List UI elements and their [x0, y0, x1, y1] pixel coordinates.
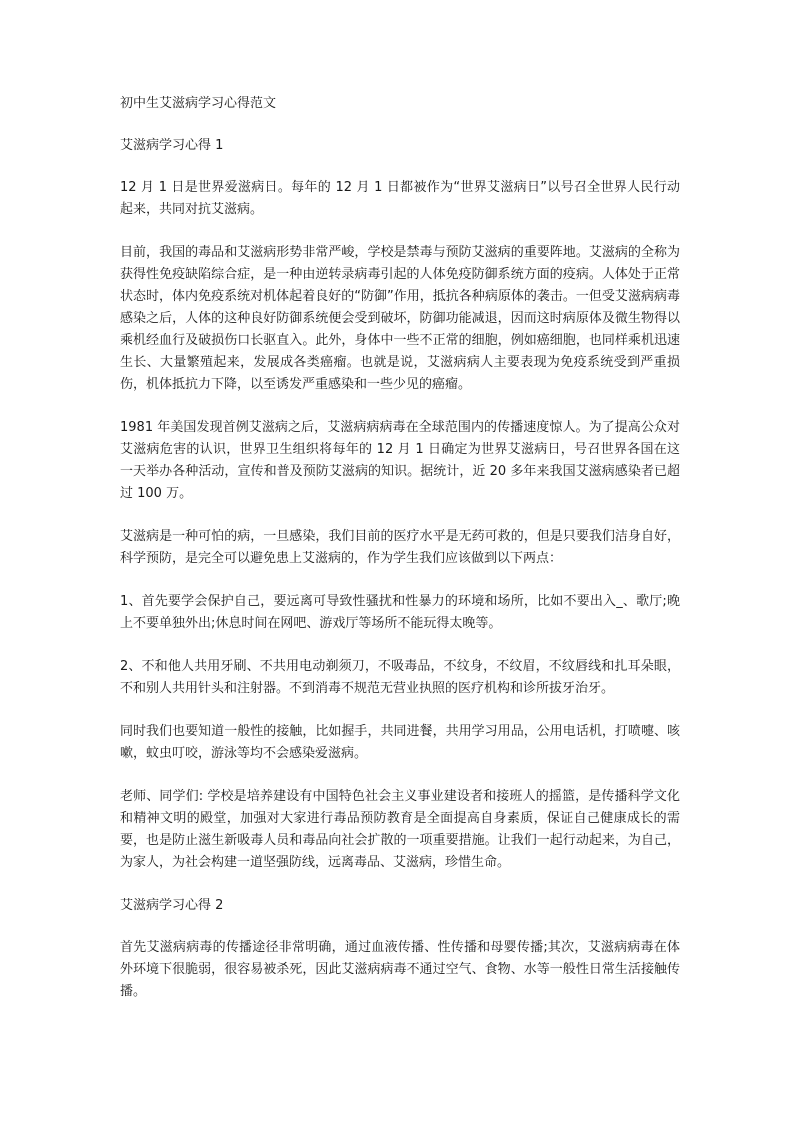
paragraph: 同时我们也要知道一般性的接触，比如握手，共同进餐，共用学习用品，公用电话机，打喷嚏、咳嗽，蚊虫叮咬，游泳等均不会感染爱滋病。: [120, 724, 680, 761]
document-body: [120, 93, 680, 1024]
paragraph: 目前，我国的毒品和艾滋病形势非常严峻，学校是禁毒与预防艾滋病的重要阵地。艾滋病的全称为获得性免疫缺陷综合症，是一种由逆转录病毒引起的人体免疫防御系统方面的疫病。人体处于正常状态时，体内免疫系统对机体起着良好的“防御”作用，抵抗各种病原体的袭击。一但受艾滋病病毒感染之后，人体的这种良好防御系统便会受到破坏，防御功能减退，因而这时病原体及微生物得以乘机经血行及破损伤口长驱直入。此外，身体中一些不正常的细胞，例如癌细胞，也同样乘机迅速生长、大量繁殖起来，发展成各类癌瘤。也就是说，艾滋病病人主要表现为免疫系统受到严重损伤，机体抵抗力下降，以至诱发严重感染和一些少见的癌瘤。: [120, 245, 680, 392]
paragraph: 12 月 1 日是世界爱滋病日。每年的 12 月 1 日都被作为“世界艾滋病日”以号召全世界人民行动起来，共同对抗艾滋病。: [120, 180, 680, 217]
document-title: 初中生艾滋病学习心得范文: [120, 96, 277, 111]
section-heading-1: 艾滋病学习心得 1: [120, 138, 224, 153]
paragraph: 1、首先要学会保护自己，要远离可导致性骚扰和性暴力的环境和场所，比如不要出入_、歌厅;晚上不要单独外出;休息时间在网吧、游戏厅等场所不能玩得太晚等。: [120, 594, 680, 631]
paragraph: 首先艾滋病病毒的传播途径非常明确，通过血液传播、性传播和母婴传播;其次，艾滋病病毒在体外环境下很脆弱，很容易被杀死，因此艾滋病病毒不通过空气、食物、水等一般性日常生活接触传播。: [120, 940, 680, 999]
paragraph: 1981 年美国发现首例艾滋病之后，艾滋病病病毒在全球范围内的传播速度惊人。为了提高公众对艾滋病危害的认识，世界卫生组织将每年的 12 月 1 日确定为世界艾滋病日，号召世界各国在这一天举办各种活动，宣传和普及预防艾滋病的知识。据统计，近 20 多年来我国艾滋病感染者已超过 100 万。: [120, 420, 680, 501]
paragraph: 艾滋病是一种可怕的病，一旦感染，我们目前的医疗水平是无药可救的，但是只要我们洁身自好，科学预防，是完全可以避免患上艾滋病的，作为学生我们应该做到以下两点：: [120, 529, 680, 566]
paragraph: 老师、同学们: 学校是培养建设有中国特色社会主义事业建设者和接班人的摇篮，是传播科学文化和精神文明的殿堂，加强对大家进行毒品预防教育是全面提高自身素质，保证自己健康成长的需要，也是防止滋生新吸毒人员和毒品向社会扩散的一项重要措施。让我们一起行动起来，为自己，为家人，为社会构建一道坚强防线，远离毒品、艾滋病，珍惜生命。: [120, 789, 680, 870]
paragraph: 2、不和他人共用牙刷、不共用电动剃须刀，不吸毒品，不纹身，不纹眉，不纹唇线和扎耳朵眼，不和别人共用针头和注射器。不到消毒不规范无营业执照的医疗机构和诊所拔牙治牙。: [120, 659, 680, 696]
section-heading-2: 艾滋病学习心得 2: [120, 898, 224, 913]
